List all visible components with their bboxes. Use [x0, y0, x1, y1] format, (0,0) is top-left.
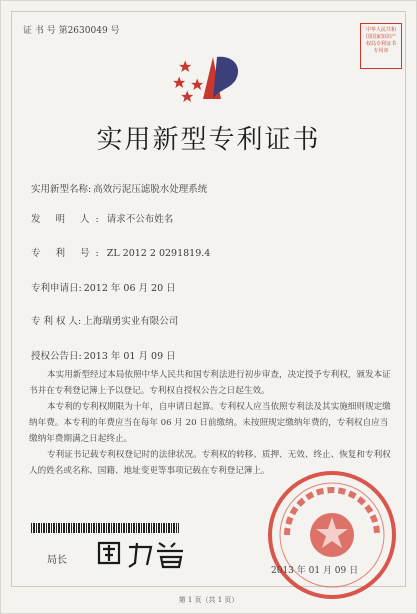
patent-number-value: ZL 2012 2 0291819.4: [106, 248, 211, 259]
utility-model-name-label: 实用新型名称:: [31, 184, 92, 195]
page-footer: 第 1 页（共 1 页）: [178, 596, 239, 604]
official-stamp-box: 中华人民共和国国家知识产权局专利证书专用章: [360, 23, 402, 69]
director-signature: [93, 537, 193, 569]
body-paragraph-2: 本专利的专利权期限为十年，自申请日起算。专利权人应当依照专利法及其实施细则规定缴纳年费。本专利的年费应当在每年 06 月 20 日前缴纳。未按照规定缴纳年费的，专利权自应当缴纳年费期满之日起终止。: [29, 402, 391, 444]
patent-number-label: 专 利 号:: [31, 248, 105, 259]
filing-date-field: [31, 280, 176, 294]
body-paragraph-1: 本实用新型经过本局依照中华人民共和国专利法进行初步审查，决定授予专利权，颁发本证书并在专利登记簿上予以登记。专利权自授权公告之日起生效。: [29, 370, 391, 396]
filing-date-value: 2012 年 06 月 20 日: [83, 283, 176, 294]
grant-date-value: 2013 年 01 月 09 日: [83, 351, 176, 362]
grant-date-label: 授权公告日:: [31, 351, 82, 362]
sipo-emblem-icon: [173, 49, 245, 107]
grant-date-field: [31, 348, 176, 362]
barcode: [31, 523, 179, 533]
director-label: 局长: [47, 555, 67, 566]
certificate-number: 证 书 号 第2630049 号: [23, 26, 120, 36]
patentee-field: [31, 313, 178, 327]
patentee-label: 专 利 权 人:: [31, 316, 82, 327]
certificate-title: 实用新型专利证书: [96, 125, 321, 155]
utility-model-name-field: [31, 181, 207, 195]
certificate-body: [29, 367, 391, 479]
patentee-value: 上海瑞勇实业有限公司: [83, 316, 179, 327]
utility-model-name-value: 高效污泥压滤脱水处理系统: [93, 184, 208, 195]
inventor-label: 发 明 人:: [31, 214, 105, 225]
filing-date-label: 专利申请日:: [31, 283, 82, 294]
inventor-value: 请求不公布姓名: [106, 214, 174, 225]
official-red-seal: [257, 465, 407, 603]
patent-number-field: [31, 245, 210, 259]
seal-date: 2013 年 01 月 09 日: [271, 566, 359, 576]
inventor-field: [31, 211, 173, 225]
body-paragraph-3: 专利证书记载专利权登记时的法律状况。专利权的转移、质押、无效、终止、恢复和专利权人的姓名或名称、国籍、地址变更等事项记载在专利登记簿上。: [29, 450, 391, 476]
